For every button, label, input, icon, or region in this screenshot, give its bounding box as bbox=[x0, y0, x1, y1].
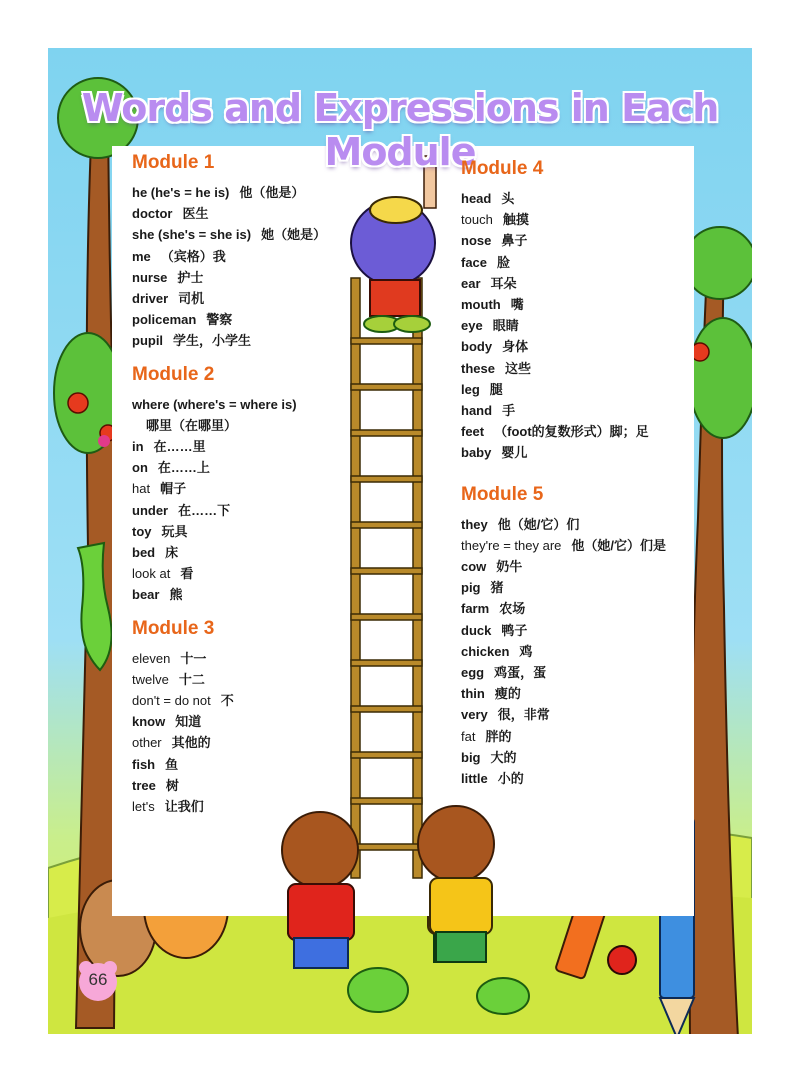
vocab-translation: 她（她是） bbox=[261, 227, 327, 243]
vocab-translation: （宾格）我 bbox=[160, 248, 226, 264]
vocab-word: bed bbox=[132, 545, 156, 561]
module-5-list bbox=[461, 514, 666, 790]
module-1-list bbox=[132, 182, 326, 352]
vocab-word: hand bbox=[461, 403, 493, 419]
vocab-word: under bbox=[132, 502, 169, 518]
vocab-word: doctor bbox=[132, 206, 173, 222]
vocab-translation: 看 bbox=[180, 566, 194, 582]
vocab-word: touch bbox=[461, 212, 493, 228]
vocab-translation: 胖的 bbox=[485, 728, 512, 744]
vocab-translation: 鸡蛋，蛋 bbox=[494, 665, 547, 681]
vocab-word: nose bbox=[461, 233, 492, 249]
vocab-item bbox=[461, 336, 666, 357]
vocab-translation: 小的 bbox=[497, 771, 524, 787]
vocab-word: she (she's = she is) bbox=[132, 227, 252, 243]
vocab-translation: 瘦的 bbox=[494, 686, 521, 702]
vocab-word: twelve bbox=[132, 671, 169, 687]
vocab-item bbox=[132, 754, 326, 775]
vocab-translation: 猪 bbox=[490, 580, 504, 596]
vocab-item bbox=[461, 620, 666, 641]
vocab-word: they bbox=[461, 516, 488, 532]
vocab-translation: 眼睛 bbox=[492, 318, 519, 334]
vocab-translation: 十二 bbox=[178, 671, 205, 687]
vocab-translation: 很，非常 bbox=[497, 707, 550, 723]
vocab-translation: 嘴 bbox=[510, 297, 524, 313]
vocab-item bbox=[132, 563, 326, 584]
vocab-translation: 手 bbox=[502, 403, 516, 419]
vocab-translation: 医生 bbox=[182, 206, 209, 222]
vocab-item bbox=[461, 230, 666, 251]
climbing-boy-icon bbox=[351, 156, 436, 332]
vocab-word: driver bbox=[132, 291, 169, 307]
left-column bbox=[132, 150, 326, 817]
vocab-word: bear bbox=[132, 587, 160, 603]
vocab-word: don't = do not bbox=[132, 693, 211, 709]
vocab-item bbox=[132, 690, 326, 711]
vocab-word: nurse bbox=[132, 269, 168, 285]
vocab-word: these bbox=[461, 360, 495, 376]
vocab-item bbox=[461, 747, 666, 768]
vocab-item bbox=[132, 669, 326, 690]
vocab-item bbox=[132, 775, 326, 796]
vocab-word: me bbox=[132, 248, 151, 264]
vocab-item bbox=[132, 542, 326, 563]
vocab-item bbox=[132, 584, 326, 605]
module-4-list bbox=[461, 188, 666, 464]
vocab-translation: 在……里 bbox=[153, 439, 206, 455]
vocab-word: they're = they are bbox=[461, 537, 562, 553]
vocab-item bbox=[132, 182, 326, 203]
vocab-item bbox=[132, 711, 326, 732]
vocab-word: little bbox=[461, 771, 488, 787]
vocab-word: egg bbox=[461, 665, 485, 681]
vocab-word: eleven bbox=[132, 650, 171, 666]
vocab-word: policeman bbox=[132, 312, 197, 328]
vocab-word: look at bbox=[132, 566, 171, 582]
vocab-word: very bbox=[461, 707, 488, 723]
vocab-translation: 司机 bbox=[178, 291, 205, 307]
vocab-word: pupil bbox=[132, 333, 164, 349]
page-title: Words and Expressions in Each Module bbox=[81, 86, 719, 174]
vocab-item bbox=[132, 436, 326, 457]
vocab-item bbox=[132, 203, 326, 224]
vocab-translation: 他（他是） bbox=[239, 185, 305, 200]
vocab-translation: 知道 bbox=[175, 714, 202, 730]
vocab-translation: （foot的复数形式）脚；足 bbox=[494, 424, 649, 440]
vocab-item bbox=[132, 394, 326, 415]
vocab-word: fish bbox=[132, 756, 156, 772]
vocab-translation: 大的 bbox=[490, 749, 517, 765]
vocab-word: cow bbox=[461, 559, 487, 575]
children-icon bbox=[282, 806, 494, 968]
vocab-word: feet bbox=[461, 424, 485, 440]
page bbox=[48, 48, 752, 1034]
vocab-translation: 脸 bbox=[497, 254, 511, 270]
vocab-translation: 农场 bbox=[499, 601, 526, 617]
vocab-item bbox=[461, 273, 666, 294]
vocab-item bbox=[461, 577, 666, 598]
vocab-word: toy bbox=[132, 523, 152, 539]
vocab-translation: 树 bbox=[165, 777, 179, 793]
vocab-word: in bbox=[132, 439, 144, 455]
vocab-translation: 他（她/它）们 bbox=[497, 516, 580, 532]
vocab-translation: 帽子 bbox=[160, 481, 187, 497]
vocab-item bbox=[132, 288, 326, 309]
vocab-item bbox=[461, 188, 666, 209]
vocab-translation: 学生，小学生 bbox=[173, 333, 252, 349]
vocab-item bbox=[132, 521, 326, 542]
vocab-translation: 鼻子 bbox=[501, 233, 528, 249]
vocab-item bbox=[132, 330, 326, 351]
vocab-item bbox=[461, 252, 666, 273]
module-heading: Module 4 bbox=[461, 158, 544, 179]
vocab-translation: 床 bbox=[165, 545, 179, 561]
vocab-translation: 鸭子 bbox=[501, 622, 528, 638]
vocab-item bbox=[461, 598, 666, 619]
vocab-item bbox=[132, 246, 326, 267]
vocab-item bbox=[132, 415, 326, 436]
vocab-translation: 身体 bbox=[502, 339, 529, 355]
vocab-item bbox=[461, 535, 666, 556]
vocab-word: other bbox=[132, 735, 162, 751]
vocab-item bbox=[132, 267, 326, 288]
vocab-word: ear bbox=[461, 275, 481, 291]
vocab-word: head bbox=[461, 191, 492, 206]
vocab-word: pig bbox=[461, 580, 481, 596]
vocab-translation: 鸡 bbox=[519, 643, 533, 659]
ladder-icon bbox=[351, 278, 422, 878]
module-heading: Module 3 bbox=[132, 617, 215, 639]
vocab-item bbox=[132, 500, 326, 521]
vocab-word: know bbox=[132, 714, 166, 730]
vocab-item bbox=[461, 379, 666, 400]
page-number-text: 66 bbox=[88, 970, 108, 989]
vocab-word: face bbox=[461, 254, 488, 270]
vocab-item bbox=[461, 358, 666, 379]
vocab-translation: 熊 bbox=[169, 587, 183, 603]
vocab-item bbox=[132, 309, 326, 330]
vocab-item bbox=[132, 478, 326, 499]
vocab-word: on bbox=[132, 460, 148, 476]
vocab-word: mouth bbox=[461, 297, 501, 313]
vocab-translation: 哪里（在哪里） bbox=[146, 417, 238, 433]
vocab-translation: 在……上 bbox=[157, 460, 210, 476]
module-2-list bbox=[132, 394, 326, 606]
vocab-item bbox=[461, 442, 666, 463]
vocab-translation: 护士 bbox=[177, 269, 204, 285]
vocab-item bbox=[132, 796, 326, 817]
vocab-word: he (he's = he is) bbox=[132, 185, 230, 200]
vocab-translation: 不 bbox=[220, 693, 234, 709]
vocab-word: big bbox=[461, 749, 481, 765]
vocab-word: eye bbox=[461, 318, 483, 334]
vocab-item bbox=[461, 294, 666, 315]
vocab-word: body bbox=[461, 339, 493, 355]
vocab-item bbox=[461, 209, 666, 230]
vocab-item bbox=[132, 457, 326, 478]
vocab-item bbox=[461, 683, 666, 704]
vocab-item bbox=[461, 704, 666, 725]
vocab-item bbox=[461, 315, 666, 336]
vocab-word: duck bbox=[461, 622, 492, 638]
vocab-translation: 头 bbox=[501, 191, 515, 206]
vocab-item bbox=[461, 400, 666, 421]
vocab-word: baby bbox=[461, 445, 492, 461]
right-column bbox=[461, 156, 666, 789]
vocab-item bbox=[461, 556, 666, 577]
page-number bbox=[76, 958, 120, 1002]
vocab-item bbox=[461, 726, 666, 747]
vocab-translation: 这些 bbox=[504, 360, 531, 376]
vocab-word: hat bbox=[132, 481, 151, 497]
vocab-translation: 奶牛 bbox=[496, 559, 523, 575]
vocab-translation: 他（她/它）们是 bbox=[571, 537, 667, 553]
module-heading: Module 1 bbox=[132, 152, 215, 173]
vocab-translation: 在……下 bbox=[178, 502, 231, 518]
vocab-word: farm bbox=[461, 601, 490, 617]
vocab-translation: 腿 bbox=[489, 381, 503, 397]
vocab-translation: 婴儿 bbox=[501, 445, 528, 461]
vocab-translation: 十一 bbox=[180, 650, 207, 666]
vocab-translation: 警察 bbox=[206, 312, 233, 328]
vocab-word: let's bbox=[132, 799, 155, 815]
vocab-item bbox=[461, 662, 666, 683]
vocab-word: leg bbox=[461, 381, 480, 397]
vocab-item bbox=[132, 224, 326, 245]
module-heading: Module 2 bbox=[132, 363, 215, 385]
vocab-item bbox=[461, 768, 666, 789]
vocab-item bbox=[132, 648, 326, 669]
vocab-item bbox=[461, 514, 666, 535]
module-3-list bbox=[132, 648, 326, 818]
vocab-translation: 鱼 bbox=[165, 756, 179, 772]
vocab-item bbox=[461, 421, 666, 442]
vocab-word: chicken bbox=[461, 643, 510, 659]
vocab-word: fat bbox=[461, 728, 476, 744]
vocab-translation: 其他的 bbox=[171, 735, 211, 751]
module-heading: Module 5 bbox=[461, 483, 544, 505]
vocab-item bbox=[461, 641, 666, 662]
vocab-translation: 触摸 bbox=[502, 212, 529, 228]
vocab-word: where (where's = where is) bbox=[132, 396, 297, 412]
vocab-item bbox=[132, 732, 326, 753]
vocab-word: tree bbox=[132, 777, 156, 793]
vocab-word: thin bbox=[461, 686, 485, 702]
vocab-translation: 耳朵 bbox=[490, 275, 517, 291]
vocab-translation: 玩具 bbox=[161, 523, 188, 539]
vocab-translation: 让我们 bbox=[164, 799, 204, 815]
